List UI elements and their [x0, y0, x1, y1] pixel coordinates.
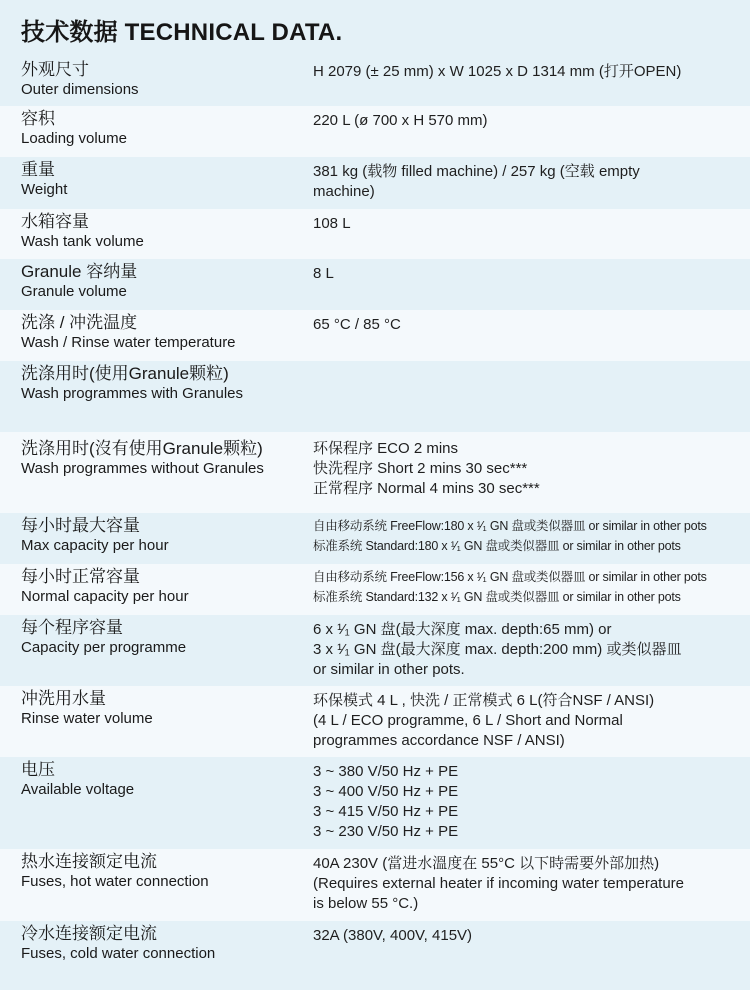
spec-value [313, 620, 743, 680]
spec-label-en: Wash tank volume [21, 233, 144, 250]
spec-label-zh: 冲洗用水量 [21, 689, 106, 708]
spec-label [21, 313, 306, 352]
spec-value-line: 3 ~ 415 V/50 Hz + PE [313, 803, 459, 820]
spec-label-zh: 洗涤用时(沒有使用Granule颗粒) [21, 439, 263, 458]
spec-label-en: Fuses, hot water connection [21, 873, 209, 890]
spec-value-line: 3 x ¹⁄₁ GN 盘(最大深度 max. depth:200 mm) 或类似器皿 [313, 641, 682, 658]
spec-value [313, 214, 743, 234]
spec-label-zh: 水箱容量 [21, 212, 89, 231]
spec-label-en: Fuses, cold water connection [21, 945, 216, 962]
spec-label-en: Weight [21, 181, 68, 198]
spec-label [21, 439, 306, 478]
spec-label [21, 60, 306, 99]
spec-value [313, 854, 743, 914]
spec-value-line: 环保模式 4 L , 快洗 / 正常模式 6 L(符合NSF / ANSI) [313, 692, 655, 709]
spec-row-fuses-cold-water [0, 921, 750, 990]
spec-value-line: 正常程序 Normal 4 mins 30 sec*** [313, 480, 540, 497]
spec-value-line: (Requires external heater if incoming water temperature [313, 875, 685, 892]
spec-value-line: 3 ~ 380 V/50 Hz + PE [313, 763, 459, 780]
spec-label [21, 212, 306, 251]
spec-value [313, 691, 743, 751]
spec-value [313, 567, 743, 607]
spec-value-line: 3 ~ 230 V/50 Hz + PE [313, 823, 459, 840]
spec-value-line: (4 L / ECO programme, 6 L / Short and Normal [313, 712, 623, 729]
spec-value-line: 环保程序 ECO 2 mins [313, 440, 459, 457]
spec-row-water-temperature [0, 310, 750, 361]
spec-label [21, 689, 306, 728]
spec-label-zh: 每小时正常容量 [21, 567, 140, 586]
spec-label-en: Max capacity per hour [21, 537, 169, 554]
spec-label-zh: 外观尺寸 [21, 60, 89, 79]
spec-value [313, 439, 743, 499]
spec-value-line: 65 °C / 85 °C [313, 316, 401, 333]
spec-label [21, 760, 306, 799]
spec-value-line: 40A 230V (當进水溫度在 55°C 以下時需要外部加热) [313, 855, 660, 872]
spec-value-line: 自由移动系统 FreeFlow:180 x ¹⁄₁ GN 盘或类似器皿 or similar in other pots [313, 519, 707, 533]
spec-label-en: Wash / Rinse water temperature [21, 334, 236, 351]
spec-row-outer-dimensions [0, 57, 750, 106]
spec-row-max-capacity [0, 513, 750, 564]
spec-label-zh: 洗涤用时(使用Granule颗粒) [21, 364, 229, 383]
spec-value-line: 220 L (ø 700 x H 570 mm) [313, 112, 488, 129]
spec-label-en: Available voltage [21, 781, 135, 798]
spec-label-en: Normal capacity per hour [21, 588, 189, 605]
spec-row-normal-capacity [0, 564, 750, 615]
spec-value-line: 8 L [313, 265, 334, 282]
spec-row-granule-volume [0, 259, 750, 310]
spec-value-line: 32A (380V, 400V, 415V) [313, 927, 473, 944]
spec-value [313, 264, 743, 284]
spec-value [313, 516, 743, 556]
spec-value [313, 111, 743, 131]
spec-label [21, 364, 306, 403]
spec-value-line: 3 ~ 400 V/50 Hz + PE [313, 783, 459, 800]
spec-label-en: Granule volume [21, 283, 127, 300]
spec-label-en: Rinse water volume [21, 710, 153, 727]
spec-row-wash-tank-volume [0, 209, 750, 259]
spec-row-wash-with-granules [0, 361, 750, 432]
spec-row-weight [0, 157, 750, 209]
spec-label [21, 618, 306, 657]
spec-label-zh: 热水连接额定电流 [21, 852, 157, 871]
spec-value [313, 762, 743, 842]
spec-value-line: H 2079 (± 25 mm) x W 1025 x D 1314 mm (打开OPEN) [313, 63, 682, 80]
spec-value-line: 108 L [313, 215, 351, 232]
spec-label [21, 852, 306, 891]
spec-value-line: machine) [313, 183, 375, 200]
spec-value-line: 6 x ¹⁄₁ GN 盘(最大深度 max. depth:65 mm) or [313, 621, 612, 638]
spec-label-zh: 电压 [21, 760, 55, 779]
spec-value-line: 381 kg (载物 filled machine) / 257 kg (空载 empty [313, 163, 640, 180]
spec-value [313, 62, 743, 82]
spec-row-fuses-hot-water [0, 849, 750, 921]
page-title: 技术数据 TECHNICAL DATA. [21, 19, 343, 46]
spec-label-zh: 容积 [21, 109, 55, 128]
spec-value [313, 315, 743, 335]
spec-row-capacity-per-programme [0, 615, 750, 686]
spec-value [313, 162, 743, 202]
spec-value-line: programmes accordance NSF / ANSI) [313, 732, 565, 749]
spec-value-line: 自由移动系统 FreeFlow:156 x ¹⁄₁ GN 盘或类似器皿 or similar in other pots [313, 570, 707, 584]
spec-value-line: 标准系统 Standard:180 x ¹⁄₁ GN 盘或类似器皿 or similar in other pots [313, 539, 681, 553]
spec-label-en: Capacity per programme [21, 639, 187, 656]
spec-label-zh: 每小时最大容量 [21, 516, 140, 535]
spec-label-en: Loading volume [21, 130, 127, 147]
spec-label-en: Outer dimensions [21, 81, 139, 98]
spec-label-zh: 洗涤 / 冲洗温度 [21, 313, 138, 332]
spec-label-zh: 重量 [21, 160, 55, 179]
spec-label-en: Wash programmes without Granules [21, 460, 264, 477]
spec-value-line: or similar in other pots. [313, 661, 465, 678]
spec-label [21, 567, 306, 606]
spec-row-available-voltage [0, 757, 750, 849]
spec-row-rinse-water-volume [0, 686, 750, 757]
spec-label [21, 924, 306, 963]
spec-value-line: 快洗程序 Short 2 mins 30 sec*** [313, 460, 528, 477]
spec-value-line: is below 55 °C.) [313, 895, 419, 912]
spec-label-zh: 冷水连接额定电流 [21, 924, 157, 943]
spec-label [21, 109, 306, 148]
spec-label-zh: 每个程序容量 [21, 618, 123, 637]
spec-label-zh: Granule 容纳量 [21, 262, 138, 281]
spec-value [313, 926, 743, 946]
spec-label [21, 516, 306, 555]
spec-row-loading-volume [0, 106, 750, 157]
spec-label [21, 262, 306, 301]
spec-label [21, 160, 306, 199]
spec-row-wash-without-granules [0, 432, 750, 513]
spec-label-en: Wash programmes with Granules [21, 385, 244, 402]
spec-value-line: 标准系统 Standard:132 x ¹⁄₁ GN 盘或类似器皿 or similar in other pots [313, 590, 681, 604]
